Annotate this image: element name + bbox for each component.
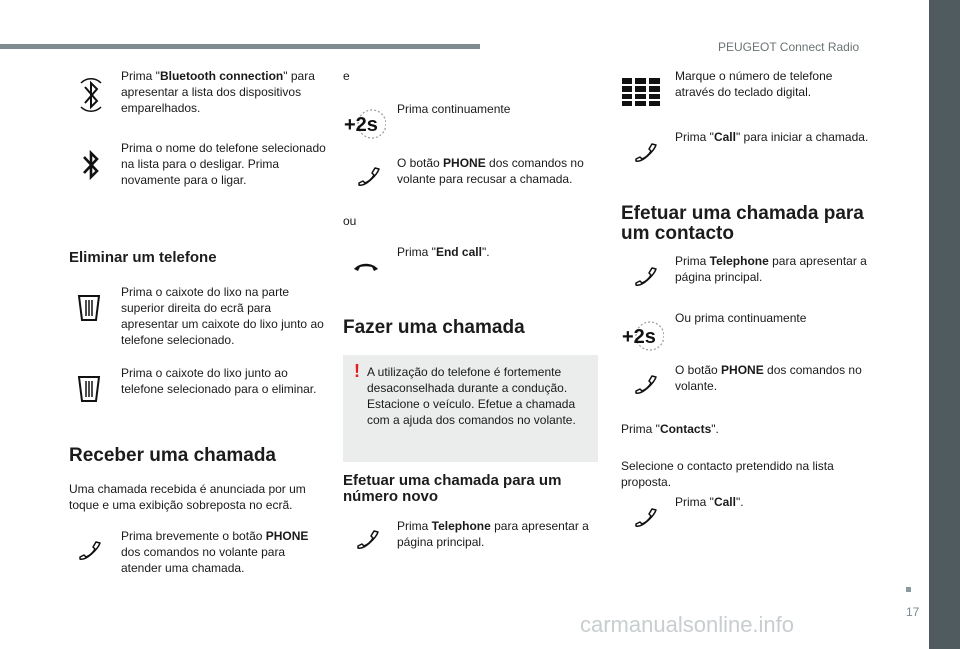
sidebar-band xyxy=(929,0,960,649)
hold-2s-icon xyxy=(342,108,386,140)
trash-icon xyxy=(77,374,101,404)
page-number: 17 xyxy=(906,605,920,619)
call-text: Prima "Call" para iniciar a chamada. xyxy=(675,130,869,144)
conjunction-e: e xyxy=(343,69,350,83)
svg-text:+2s: +2s xyxy=(344,114,378,136)
heading-receive-call: Receber uma chamada xyxy=(69,445,276,466)
trash-icon xyxy=(77,293,101,323)
heading-new-number: Efetuar uma chamada para um número novo xyxy=(343,472,562,505)
telephone-text-2: Prima Telephone para apresentar a página principal. xyxy=(675,254,867,284)
keypad-icon xyxy=(622,78,660,106)
bluetooth-settings-icon xyxy=(76,75,106,115)
phone-btn-text: O botão PHONE dos comandos no volante. xyxy=(675,363,862,393)
header-title: PEUGEOT Connect Radio xyxy=(718,40,860,54)
end-call-icon xyxy=(352,259,380,273)
phone-icon xyxy=(356,530,380,552)
hold-2s-icon xyxy=(620,320,664,352)
phone-icon xyxy=(634,508,658,530)
phone-icon xyxy=(78,541,102,563)
warning-icon: ! xyxy=(354,361,360,381)
bt-name-text: Prima o nome do telefone selecionado na lista para o desligar. Prima novamente para o ligar. xyxy=(121,141,326,187)
trash-row-text: Prima o caixote do lixo junto ao telefone selecionado para o eliminar. xyxy=(121,366,317,396)
or-press-text: Ou prima continuamente xyxy=(675,311,807,325)
phone-icon xyxy=(634,143,658,165)
telephone-text: Prima Telephone para apresentar a página principal. xyxy=(397,519,589,549)
contacts-text: Prima "Contacts". xyxy=(621,422,719,436)
svg-text:+2s: +2s xyxy=(622,326,656,348)
warning-text: A utilização do telefone é fortemente desaconselhada durante a condução. Estacione o veículo. Efetue a chamada com a ajuda dos comandos no volante. xyxy=(367,365,576,427)
heading-contact-call: Efetuar uma chamada para um contacto xyxy=(621,203,864,244)
phone-icon xyxy=(634,375,658,397)
call-text-2: Prima "Call". xyxy=(675,495,744,509)
press-continuously-text: Prima continuamente xyxy=(397,102,511,116)
header-rule xyxy=(0,44,480,49)
end-call-text: Prima "End call". xyxy=(397,245,490,259)
page-mark xyxy=(906,587,911,592)
keypad-text: Marque o número de telefone através do teclado digital. xyxy=(675,69,833,99)
receive-intro-text: Uma chamada recebida é anunciada por um toque e uma exibição sobreposta no ecrã. xyxy=(69,482,306,512)
trash-top-text: Prima o caixote do lixo na parte superior direita do ecrã para apresentar um caixote do lixo junto ao telefone selecionado. xyxy=(121,285,324,347)
watermark: carmanualsonline.info xyxy=(580,612,795,637)
phone-icon xyxy=(357,167,381,189)
heading-delete-phone: Eliminar um telefone xyxy=(69,249,217,266)
bt-connection-text: Prima "Bluetooth connection" para apresentar a lista dos dispositivos emparelhados. xyxy=(121,69,315,115)
select-contact-text: Selecione o contacto pretendido na lista proposta. xyxy=(621,459,834,489)
bluetooth-icon xyxy=(80,148,102,182)
phone-refuse-text: O botão PHONE dos comandos no volante para recusar a chamada. xyxy=(397,156,584,186)
phone-icon xyxy=(634,267,658,289)
heading-make-call: Fazer uma chamada xyxy=(343,317,525,338)
conjunction-ou: ou xyxy=(343,214,357,228)
phone-short-text: Prima brevemente o botão PHONE dos comandos no volante para atender uma chamada. xyxy=(121,529,309,575)
